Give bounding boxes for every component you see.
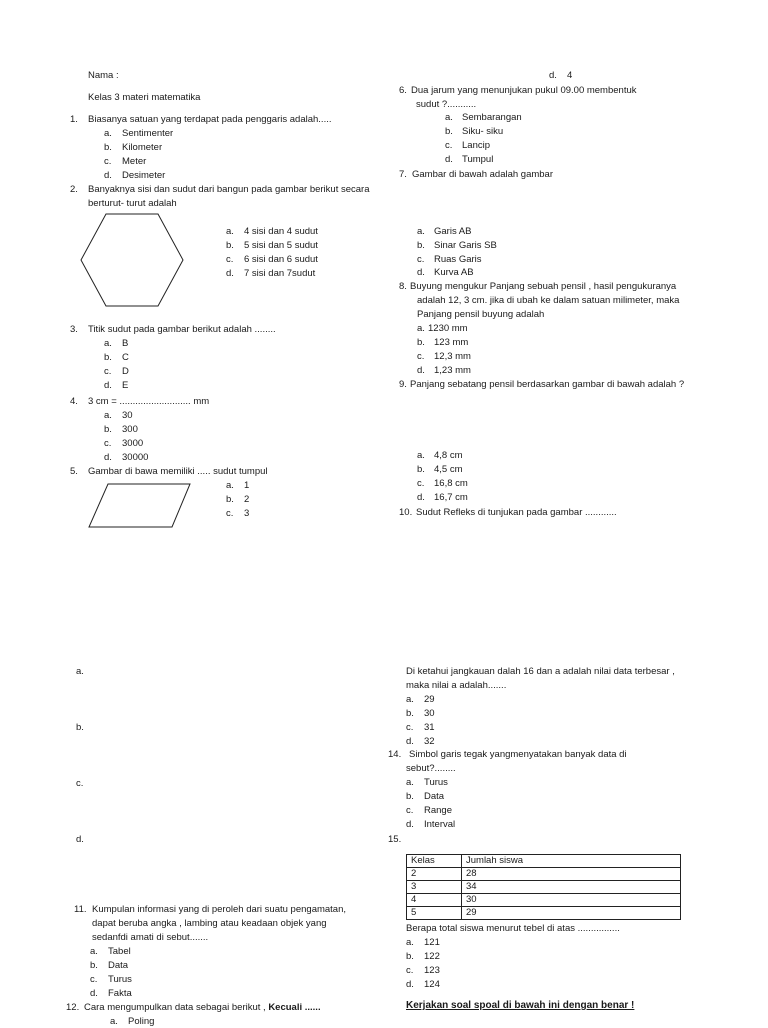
table-cell: 4 [407, 894, 462, 907]
q11-option-label: c. [90, 974, 98, 985]
table-row [407, 881, 681, 894]
q2-number: 2. [70, 184, 78, 195]
q4-option-text: 3000 [122, 438, 144, 449]
q8-option-text: 1,23 mm [434, 365, 471, 376]
q11-option-text: Turus [108, 974, 132, 985]
q5-option-label: d. [549, 70, 557, 81]
q12-option-label: a. [110, 1016, 118, 1027]
q1-option-label: b. [104, 142, 112, 153]
q2-option-label: c. [226, 254, 234, 265]
q4-option-text: 30 [122, 410, 133, 421]
table-cell: 3 [407, 881, 462, 894]
q13-text: maka nilai a adalah....... [406, 680, 507, 691]
q14-option-label: a. [406, 777, 414, 788]
q11-option-text: Tabel [108, 946, 131, 957]
q3-option-text: B [122, 338, 129, 349]
q4-option-label: b. [104, 424, 112, 435]
q2-option-label: d. [226, 268, 234, 279]
q9-option-label: a. [417, 450, 425, 461]
q7-option-text: Garis AB [434, 226, 472, 237]
q4-option-text: 30000 [122, 452, 149, 463]
q8-option-text: 1230 mm [428, 323, 468, 334]
q14-option-text: Range [424, 805, 452, 816]
q11-option-label: a. [90, 946, 98, 957]
q2-text: berturut- turut adalah [88, 198, 177, 209]
q14-text: sebut?........ [406, 763, 456, 774]
q5-option-text: 3 [244, 508, 250, 519]
q3-option-label: d. [104, 380, 112, 391]
q11-text: dapat beruba angka , lambing atau keadaan objek yang [92, 918, 327, 929]
q1-text: Biasanya satuan yang terdapat pada penggaris adalah..... [88, 114, 332, 125]
q7-option-text: Ruas Garis [434, 254, 482, 265]
q10-text: Sudut Refleks di tunjukan pada gambar ............ [416, 507, 617, 518]
q6-option-text: Siku- siku [462, 126, 504, 137]
q8-text: Panjang pensil buyung adalah [417, 309, 545, 320]
q14-option-text: Interval [424, 819, 456, 830]
q1-option-text: Kilometer [122, 142, 163, 153]
q1-option-label: d. [104, 170, 112, 181]
instruction-heading: Kerjakan soal spoal di bawah ini dengan benar ! [406, 1000, 635, 1011]
table-cell: 28 [462, 868, 681, 881]
q15-number: 15. [388, 834, 402, 845]
table-cell: 2 [407, 868, 462, 881]
q11-option-label: b. [90, 960, 98, 971]
q6-number: 6. [399, 85, 407, 96]
q12-option-text: Poling [128, 1016, 155, 1027]
q3-option-label: c. [104, 366, 112, 377]
table-row [407, 894, 681, 907]
q7-option-text: Kurva AB [434, 267, 474, 278]
q14-text: Simbol garis tegak yangmenyatakan banyak data di [409, 749, 627, 760]
q8-option-text: 123 mm [434, 337, 469, 348]
q3-option-label: a. [104, 338, 112, 349]
table-cell: 5 [407, 907, 462, 920]
q4-number: 4. [70, 396, 78, 407]
q6-option-label: b. [445, 126, 453, 137]
q6-option-text: Sembarangan [462, 112, 522, 123]
q9-number: 9. [399, 379, 407, 390]
q9-option-text: 16,7 cm [434, 492, 468, 503]
q7-option-label: a. [417, 226, 425, 237]
q8-option-text: 12,3 mm [434, 351, 471, 362]
q11-number: 11. [74, 904, 87, 915]
q4-text: 3 cm = ........................... mm [88, 396, 210, 407]
q3-option-label: b. [104, 352, 112, 363]
q3-option-text: C [122, 352, 129, 363]
data-table [406, 854, 681, 920]
q5-option-text: 2 [244, 494, 250, 505]
q6-option-text: Lancip [462, 140, 490, 151]
name-label: Nama : [88, 70, 119, 81]
q6-option-label: d. [445, 154, 453, 165]
q14-option-label: d. [406, 819, 414, 830]
q2-text: Banyaknya sisi dan sudut dari bangun pada gambar berikut secara [88, 184, 370, 195]
q5-option-text: 1 [244, 480, 250, 491]
q10-option-label: b. [76, 722, 84, 733]
q2-option-text: 4 sisi dan 4 sudut [244, 226, 318, 237]
q1-option-label: a. [104, 128, 112, 139]
q2-option-label: b. [226, 240, 234, 251]
q15-option-label: a. [406, 937, 414, 948]
q13-text: Di ketahui jangkauan dalah 16 dan a adalah nilai data terbesar , [406, 666, 675, 677]
q15-option-text: 123 [424, 965, 440, 976]
q9-option-text: 4,8 cm [434, 450, 463, 461]
q3-text: Titik sudut pada gambar berikut adalah ........ [88, 324, 276, 335]
q7-option-label: d. [417, 267, 425, 278]
q6-option-text: Tumpul [462, 154, 494, 165]
q4-option-label: c. [104, 438, 112, 449]
q9-option-text: 4,5 cm [434, 464, 463, 475]
q13-option-label: c. [406, 722, 414, 733]
q9-option-text: 16,8 cm [434, 478, 468, 489]
q3-option-text: E [122, 380, 129, 391]
q10-option-label: c. [76, 778, 84, 789]
q4-option-label: d. [104, 452, 112, 463]
q15-option-label: c. [406, 965, 414, 976]
q8-option-label: d. [417, 365, 425, 376]
q15-option-label: d. [406, 979, 414, 990]
q9-text: Panjang sebatang pensil berdasarkan gambar di bawah adalah ? [410, 379, 685, 390]
q13-option-label: a. [406, 694, 414, 705]
q15-text: Berapa total siswa menurut tebel di atas ................ [406, 923, 620, 934]
q4-option-text: 300 [122, 424, 138, 435]
q6-text: Dua jarum yang menunjukan pukul 09.00 membentuk [411, 85, 637, 96]
table-row [407, 868, 681, 881]
table-cell: 30 [462, 894, 681, 907]
q15-option-text: 124 [424, 979, 440, 990]
q9-option-label: b. [417, 464, 425, 475]
q8-text: Buyung mengukur Panjang sebuah pensil , hasil pengukuranya [410, 281, 677, 292]
q7-number: 7. [399, 169, 407, 180]
q1-option-text: Sentimenter [122, 128, 174, 139]
q5-option-text: 4 [567, 70, 573, 81]
q1-option-text: Meter [122, 156, 147, 167]
q3-number: 3. [70, 324, 78, 335]
q8-option-label: a. [417, 323, 425, 334]
q1-number: 1. [70, 114, 78, 125]
q8-option-label: b. [417, 337, 425, 348]
q13-option-text: 29 [424, 694, 435, 705]
q7-text: Gambar di bawah adalah gambar [412, 169, 554, 180]
table-header-cell: Jumlah siswa [462, 855, 681, 868]
q9-option-label: c. [417, 478, 425, 489]
q11-text: sedanfdi amati di sebut....... [92, 932, 209, 943]
q15-option-text: 121 [424, 937, 440, 948]
q13-option-text: 31 [424, 722, 435, 733]
table-header-cell: Kelas [407, 855, 462, 868]
table-header-row [407, 855, 681, 868]
q1-option-label: c. [104, 156, 112, 167]
q4-option-label: a. [104, 410, 112, 421]
q10-option-label: a. [76, 666, 84, 677]
hexagon-figure [80, 212, 184, 308]
class-subject-label: Kelas 3 materi matematika [88, 92, 201, 103]
q7-option-label: c. [417, 254, 425, 265]
q10-number: 10. [399, 507, 413, 518]
q12-text-bold: Kecuali ...... [268, 1002, 321, 1013]
q8-number: 8. [399, 281, 407, 292]
q5-option-label: c. [226, 508, 234, 519]
q6-text: sudut ?........... [416, 99, 477, 110]
q5-text: Gambar di bawa memiliki ..... sudut tumpul [88, 466, 268, 477]
q2-option-text: 7 sisi dan 7sudut [244, 268, 316, 279]
q14-option-label: b. [406, 791, 414, 802]
q14-number: 14. [388, 749, 402, 760]
q6-option-label: a. [445, 112, 453, 123]
q5-number: 5. [70, 466, 78, 477]
q5-option-label: b. [226, 494, 234, 505]
table-cell: 29 [462, 907, 681, 920]
q13-option-label: d. [406, 736, 414, 747]
q13-option-text: 32 [424, 736, 435, 747]
q8-option-label: c. [417, 351, 425, 362]
table-row [407, 907, 681, 920]
q12-text [84, 1002, 321, 1014]
q12-text-main: Cara mengumpulkan data sebagai berikut , [84, 1002, 266, 1013]
q9-option-label: d. [417, 492, 425, 503]
q11-option-label: d. [90, 988, 98, 999]
q15-option-text: 122 [424, 951, 440, 962]
table-cell: 34 [462, 881, 681, 894]
q12-number: 12. [66, 1002, 80, 1013]
q2-option-text: 5 sisi dan 5 sudut [244, 240, 318, 251]
q14-option-label: c. [406, 805, 414, 816]
q6-option-label: c. [445, 140, 453, 151]
q13-option-text: 30 [424, 708, 435, 719]
q11-text: Kumpulan informasi yang di peroleh dari suatu pengamatan, [92, 904, 347, 915]
q11-option-text: Data [108, 960, 129, 971]
q11-option-text: Fakta [108, 988, 132, 999]
q8-text: adalah 12, 3 cm. jika di ubah ke dalam satuan milimeter, maka [417, 295, 680, 306]
parallelogram-figure [88, 483, 192, 529]
q2-option-label: a. [226, 226, 234, 237]
q7-option-text: Sinar Garis SB [434, 240, 497, 251]
q7-option-label: b. [417, 240, 425, 251]
q13-option-label: b. [406, 708, 414, 719]
q14-option-text: Data [424, 791, 445, 802]
q10-option-label: d. [76, 834, 84, 845]
q14-option-text: Turus [424, 777, 448, 788]
q3-option-text: D [122, 366, 129, 377]
q2-option-text: 6 sisi dan 6 sudut [244, 254, 318, 265]
q1-option-text: Desimeter [122, 170, 166, 181]
q5-option-label: a. [226, 480, 234, 491]
q15-option-label: b. [406, 951, 414, 962]
